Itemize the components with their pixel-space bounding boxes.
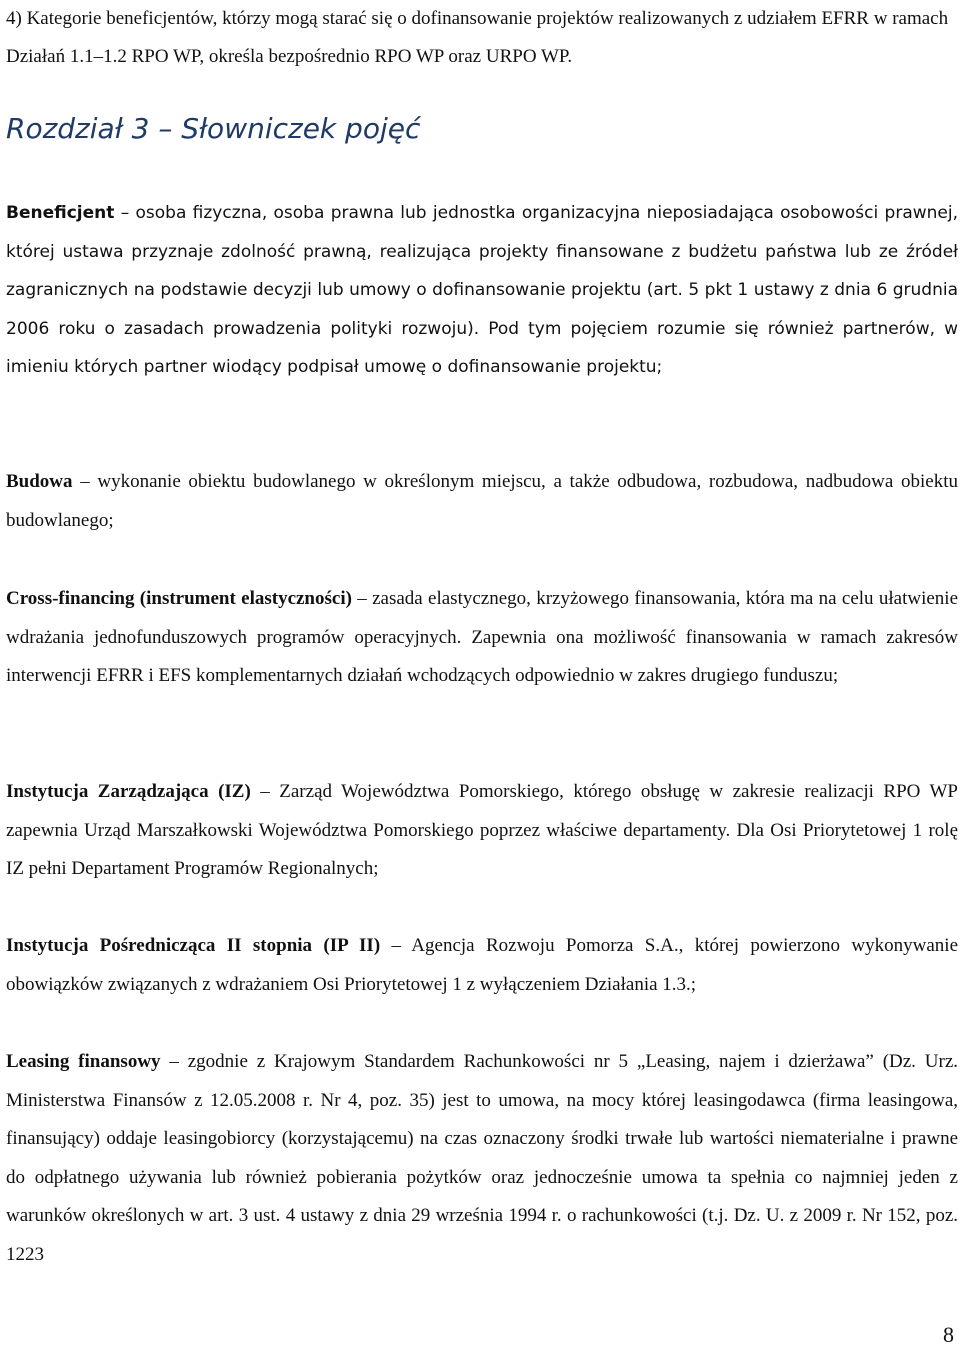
glossary-entry	[6, 580, 958, 696]
glossary-definition: – wykonanie obiektu budowlanego w określonym miejscu, a także odbudowa, rozbudowa, nadbudowa obiektu budowlanego;	[6, 471, 958, 531]
glossary-definition: – osoba fizyczna, osoba prawna lub jednostka organizacyjna nieposiadająca osobowości prawnej, której ustawa przyznaje zdolność prawną, realizująca projekty finansowane z budżetu państwa lub ze źródeł zagranicznych na podstawie decyzji lub umowy o dofinansowanie projektu (art. 5 pkt 1 ustawy z dnia 6 grudnia 2006 roku o zasadach prowadzenia polityki rozwoju). Pod tym pojęciem rozumie się również partnerów, w imieniu których partner wiodący podpisał umowę o dofinansowanie projektu;	[6, 203, 958, 377]
glossary-definition: – Zarząd Województwa Pomorskiego, którego obsługę w zakresie realizacji RPO WP zapewnia Urząd Marszałkowski Województwa Pomorskiego poprzez właściwe departamenty. Dla Osi Priorytetowej 1 rolę IZ pełni Departament Programów Regionalnych;	[6, 781, 959, 879]
glossary-term: Beneficjent	[6, 203, 115, 223]
glossary-term: Instytucja Pośrednicząca II stopnia (IP II)	[6, 935, 381, 956]
glossary-entry	[6, 1043, 958, 1274]
intro-paragraph: 4) Kategorie beneficjentów, którzy mogą starać się o dofinansowanie projektów realizowanych z udziałem EFRR w ramach Działań 1.1–1.2 RPO WP, określa bezpośrednio RPO WP oraz URPO WP.	[6, 8, 949, 67]
glossary-entry	[6, 927, 958, 1004]
glossary-term: Cross-financing (instrument elastyczności)	[6, 588, 352, 609]
glossary-term: Budowa	[6, 471, 73, 492]
glossary-term: Leasing finansowy	[6, 1051, 161, 1072]
glossary-term: Instytucja Zarządzająca (IZ)	[6, 781, 251, 802]
glossary-entry	[6, 194, 958, 387]
glossary-entry	[6, 773, 958, 889]
chapter-title: Rozdział 3 – Słowniczek pojęć	[6, 112, 421, 145]
glossary-definition: – zgodnie z Krajowym Standardem Rachunkowości nr 5 „Leasing, najem i dzierżawa” (Dz. Urz. Ministerstwa Finansów z 12.05.2008 r. Nr 4, poz. 35) jest to umowa, na mocy której leasingodawca (firma leasingowa, finansujący) oddaje leasingobiorcy (korzystającemu) na czas oznaczony środki trwałe lub wartości niematerialne i prawne do odpłatnego używania lub również pobierania pożytków oraz jednocześnie umowa ta spełnia co najmniej jeden z warunków określonych w art. 3 ust. 4 ustawy z dnia 29 września 1994 r. o rachunkowości (t.j. Dz. U. z 2009 r. Nr 152, poz. 1223	[6, 1051, 959, 1265]
page-number: 8	[943, 1322, 954, 1347]
glossary-definition: – zasada elastycznego, krzyżowego finansowania, która ma na celu ułatwienie wdrażania jednofunduszowych programów operacyjnych. Zapewnia ona możliwość finansowania w ramach zakresów interwencji EFRR i EFS komplementarnych działań wchodzących odpowiednio w zakres drugiego funduszu;	[6, 588, 958, 686]
glossary-entry	[6, 463, 958, 540]
glossary-definition: – Agencja Rozwoju Pomorza S.A., której powierzono wykonywanie obowiązków związanych z wdrażaniem Osi Priorytetowej 1 z wyłączeniem Działania 1.3.;	[6, 935, 958, 995]
